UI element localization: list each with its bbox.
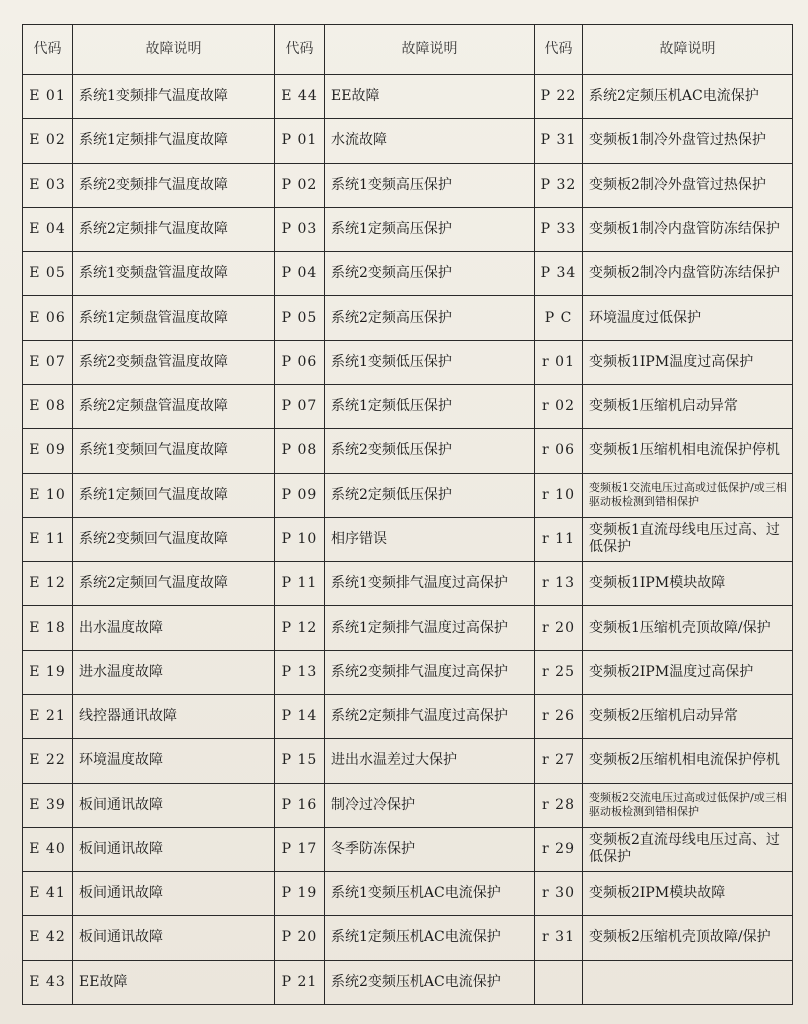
fault-description: 变频板1制冷外盘管过热保护 xyxy=(583,119,793,163)
fault-description: 系统1变频低压保护 xyxy=(325,340,535,384)
fault-description: 系统2变频高压保护 xyxy=(325,252,535,296)
fault-description: 系统1变频排气温度过高保护 xyxy=(325,562,535,606)
fault-code: P 07 xyxy=(275,384,325,428)
fault-code: r 25 xyxy=(535,650,583,694)
table-row xyxy=(23,340,793,384)
fault-code: r 26 xyxy=(535,694,583,738)
fault-code: E 06 xyxy=(23,296,73,340)
fault-code-table xyxy=(22,24,793,1005)
fault-code: P 31 xyxy=(535,119,583,163)
fault-code: E 19 xyxy=(23,650,73,694)
fault-description: 系统1定频压机AC电流保护 xyxy=(325,916,535,960)
table-row xyxy=(23,429,793,473)
header-desc-1: 故障说明 xyxy=(73,25,275,75)
fault-code: r 28 xyxy=(535,783,583,827)
fault-code: P 01 xyxy=(275,119,325,163)
fault-code: E 07 xyxy=(23,340,73,384)
fault-description: 系统1定频低压保护 xyxy=(325,384,535,428)
table-row xyxy=(23,872,793,916)
fault-description: 系统2定频低压保护 xyxy=(325,473,535,517)
header-desc-2: 故障说明 xyxy=(325,25,535,75)
fault-description: 系统2变频排气温度故障 xyxy=(73,163,275,207)
table-row xyxy=(23,119,793,163)
fault-description: 系统1变频盘管温度故障 xyxy=(73,252,275,296)
fault-code: P 20 xyxy=(275,916,325,960)
fault-description: 系统2定频回气温度故障 xyxy=(73,562,275,606)
table-row xyxy=(23,562,793,606)
fault-code: r 10 xyxy=(535,473,583,517)
fault-code: r 06 xyxy=(535,429,583,473)
fault-code: E 04 xyxy=(23,207,73,251)
fault-code: P C xyxy=(535,296,583,340)
fault-code: r 31 xyxy=(535,916,583,960)
fault-description: 系统1定频排气温度故障 xyxy=(73,119,275,163)
fault-description: 变频板1制冷内盘管防冻结保护 xyxy=(583,207,793,251)
fault-description: 水流故障 xyxy=(325,119,535,163)
fault-code: P 16 xyxy=(275,783,325,827)
fault-description: 系统1变频压机AC电流保护 xyxy=(325,872,535,916)
fault-code: E 41 xyxy=(23,872,73,916)
fault-code: P 15 xyxy=(275,739,325,783)
fault-code: r 02 xyxy=(535,384,583,428)
fault-description: 系统2定频排气温度故障 xyxy=(73,207,275,251)
fault-description: 出水温度故障 xyxy=(73,606,275,650)
fault-code: E 11 xyxy=(23,517,73,561)
fault-description: 变频板2制冷外盘管过热保护 xyxy=(583,163,793,207)
table-row xyxy=(23,252,793,296)
fault-description: 环境温度故障 xyxy=(73,739,275,783)
fault-description: 变频板2直流母线电压过高、过低保护 xyxy=(583,827,793,871)
header-row xyxy=(23,25,793,75)
fault-description: 系统1定频排气温度过高保护 xyxy=(325,606,535,650)
fault-code: P 32 xyxy=(535,163,583,207)
fault-description: 系统2变频压机AC电流保护 xyxy=(325,960,535,1004)
fault-description: 相序错误 xyxy=(325,517,535,561)
fault-code: E 10 xyxy=(23,473,73,517)
fault-code: E 21 xyxy=(23,694,73,738)
fault-code: r 29 xyxy=(535,827,583,871)
fault-description: 进出水温差过大保护 xyxy=(325,739,535,783)
fault-code: E 09 xyxy=(23,429,73,473)
table-row xyxy=(23,207,793,251)
table-row xyxy=(23,783,793,827)
fault-description: 系统2变频盘管温度故障 xyxy=(73,340,275,384)
fault-description: 系统2定频压机AC电流保护 xyxy=(583,75,793,119)
empty-cell xyxy=(583,960,793,1004)
fault-code: P 12 xyxy=(275,606,325,650)
fault-description: 变频板1交流电压过高或过低保护/或三相驱动板检测到错相保护 xyxy=(583,473,793,517)
fault-description: 变频板1直流母线电压过高、过低保护 xyxy=(583,517,793,561)
fault-description: 板间通讯故障 xyxy=(73,916,275,960)
header-code-3: 代码 xyxy=(535,25,583,75)
table-row xyxy=(23,650,793,694)
fault-description: 系统2定频盘管温度故障 xyxy=(73,384,275,428)
fault-code: r 27 xyxy=(535,739,583,783)
table-row xyxy=(23,916,793,960)
fault-code: P 19 xyxy=(275,872,325,916)
fault-code: E 18 xyxy=(23,606,73,650)
fault-description: 系统1定频盘管温度故障 xyxy=(73,296,275,340)
fault-code: E 22 xyxy=(23,739,73,783)
fault-code: P 10 xyxy=(275,517,325,561)
fault-description: 变频板2IPM温度过高保护 xyxy=(583,650,793,694)
header-desc-3: 故障说明 xyxy=(583,25,793,75)
fault-code: P 34 xyxy=(535,252,583,296)
fault-description: 变频板2压缩机启动异常 xyxy=(583,694,793,738)
fault-description: 变频板1压缩机壳顶故障/保护 xyxy=(583,606,793,650)
fault-code: P 13 xyxy=(275,650,325,694)
fault-code: E 43 xyxy=(23,960,73,1004)
table-row xyxy=(23,739,793,783)
table-row xyxy=(23,296,793,340)
fault-code: P 06 xyxy=(275,340,325,384)
table-row xyxy=(23,606,793,650)
fault-code: E 39 xyxy=(23,783,73,827)
fault-code: P 11 xyxy=(275,562,325,606)
fault-description: 系统1变频高压保护 xyxy=(325,163,535,207)
fault-code: E 05 xyxy=(23,252,73,296)
fault-description: 板间通讯故障 xyxy=(73,872,275,916)
fault-description: 变频板1压缩机启动异常 xyxy=(583,384,793,428)
fault-description: EE故障 xyxy=(73,960,275,1004)
fault-code: r 30 xyxy=(535,872,583,916)
fault-description: 系统2定频排气温度过高保护 xyxy=(325,694,535,738)
fault-code: P 22 xyxy=(535,75,583,119)
fault-code: r 11 xyxy=(535,517,583,561)
fault-code: P 33 xyxy=(535,207,583,251)
fault-code: E 08 xyxy=(23,384,73,428)
fault-description: 板间通讯故障 xyxy=(73,827,275,871)
table-row xyxy=(23,75,793,119)
fault-code: P 02 xyxy=(275,163,325,207)
table-row xyxy=(23,473,793,517)
fault-code: E 42 xyxy=(23,916,73,960)
fault-code: P 03 xyxy=(275,207,325,251)
table-row xyxy=(23,384,793,428)
fault-code: E 01 xyxy=(23,75,73,119)
fault-description: 系统1变频排气温度故障 xyxy=(73,75,275,119)
fault-code: P 14 xyxy=(275,694,325,738)
fault-description: 变频板2制冷内盘管防冻结保护 xyxy=(583,252,793,296)
fault-description: 系统2变频排气温度过高保护 xyxy=(325,650,535,694)
fault-description: 变频板1IPM温度过高保护 xyxy=(583,340,793,384)
fault-description: 变频板2压缩机壳顶故障/保护 xyxy=(583,916,793,960)
fault-code: P 04 xyxy=(275,252,325,296)
fault-description: 变频板1IPM模块故障 xyxy=(583,562,793,606)
fault-code: E 02 xyxy=(23,119,73,163)
fault-description: 变频板2IPM模块故障 xyxy=(583,872,793,916)
fault-code: P 08 xyxy=(275,429,325,473)
fault-code: r 13 xyxy=(535,562,583,606)
fault-description: 环境温度过低保护 xyxy=(583,296,793,340)
fault-description: 变频板2交流电压过高或过低保护/或三相驱动板检测到错相保护 xyxy=(583,783,793,827)
fault-code: E 12 xyxy=(23,562,73,606)
fault-description: EE故障 xyxy=(325,75,535,119)
fault-description: 系统1变频回气温度故障 xyxy=(73,429,275,473)
header-code-2: 代码 xyxy=(275,25,325,75)
table-row xyxy=(23,827,793,871)
fault-description: 变频板2压缩机相电流保护停机 xyxy=(583,739,793,783)
fault-description: 系统1定频回气温度故障 xyxy=(73,473,275,517)
table-row xyxy=(23,694,793,738)
fault-code: r 20 xyxy=(535,606,583,650)
table-row xyxy=(23,960,793,1004)
fault-description: 系统2变频低压保护 xyxy=(325,429,535,473)
fault-code: P 09 xyxy=(275,473,325,517)
table-row xyxy=(23,163,793,207)
fault-description: 系统2定频高压保护 xyxy=(325,296,535,340)
fault-description: 系统2变频回气温度故障 xyxy=(73,517,275,561)
fault-description: 变频板1压缩机相电流保护停机 xyxy=(583,429,793,473)
empty-cell xyxy=(535,960,583,1004)
fault-description: 系统1定频高压保护 xyxy=(325,207,535,251)
table-row xyxy=(23,517,793,561)
fault-code: P 05 xyxy=(275,296,325,340)
fault-code: E 44 xyxy=(275,75,325,119)
fault-description: 制冷过冷保护 xyxy=(325,783,535,827)
fault-code: E 40 xyxy=(23,827,73,871)
fault-description: 线控器通讯故障 xyxy=(73,694,275,738)
fault-description: 进水温度故障 xyxy=(73,650,275,694)
fault-code: P 17 xyxy=(275,827,325,871)
fault-description: 冬季防冻保护 xyxy=(325,827,535,871)
header-code-1: 代码 xyxy=(23,25,73,75)
fault-description: 板间通讯故障 xyxy=(73,783,275,827)
fault-code: r 01 xyxy=(535,340,583,384)
fault-code: P 21 xyxy=(275,960,325,1004)
fault-code: E 03 xyxy=(23,163,73,207)
